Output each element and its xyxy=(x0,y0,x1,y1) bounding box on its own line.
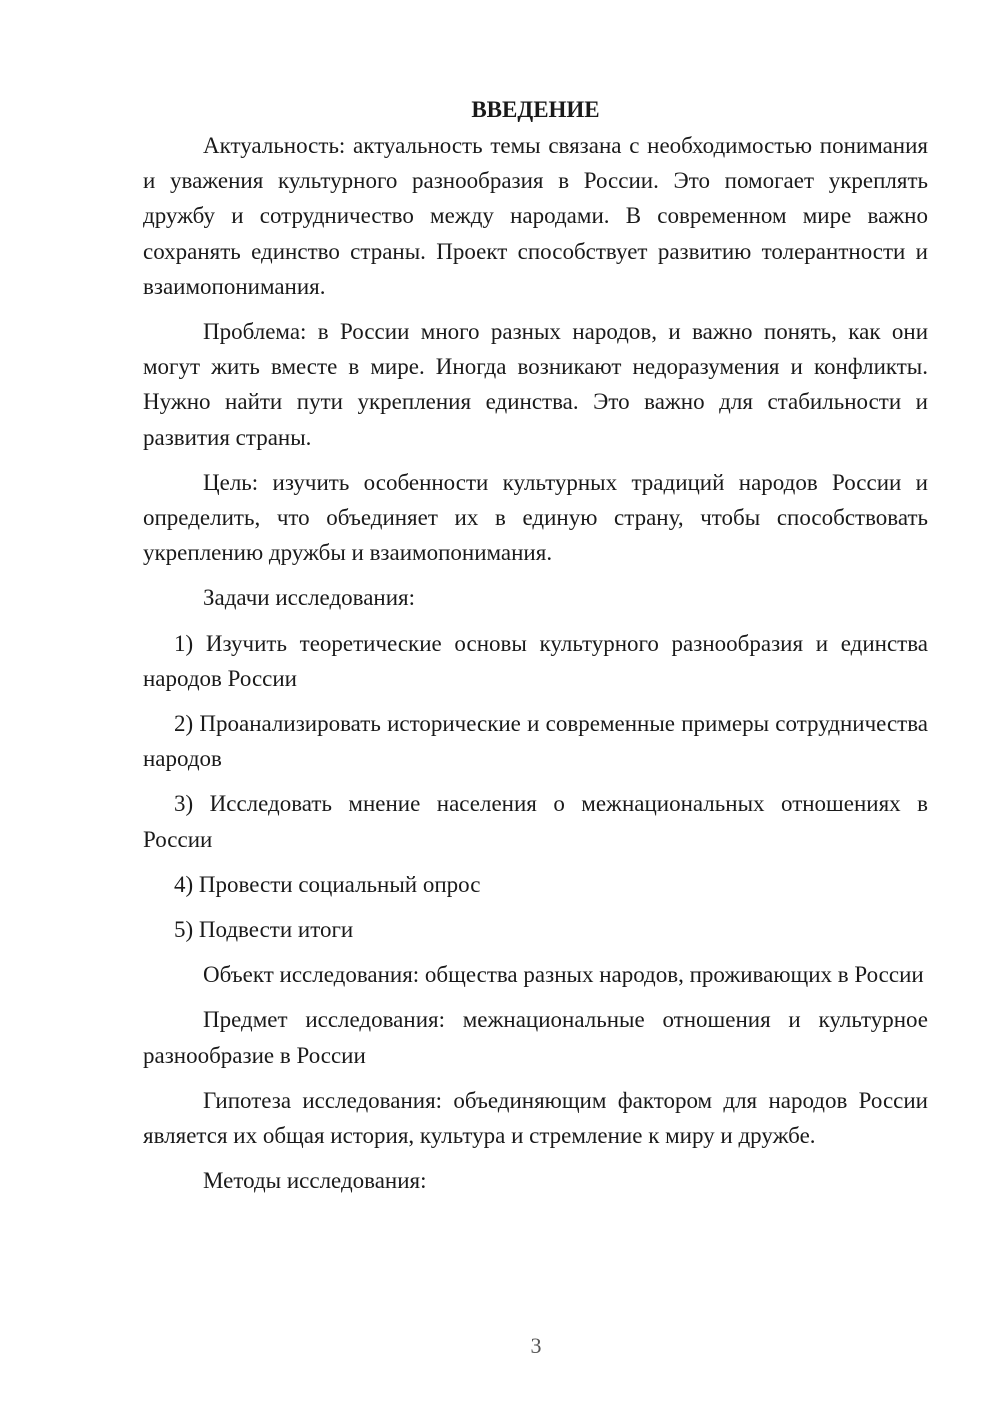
document-page xyxy=(143,92,928,1208)
tasks-list xyxy=(143,626,928,948)
tasks-heading: Задачи исследования: xyxy=(203,585,416,611)
page-title: ВВЕДЕНИЕ xyxy=(471,97,600,122)
paragraph-relevance: Актуальность: актуальность темы связана с необходимостью понимания и уважения культурного разнообразия в России. Это помогает укреплять дружбу и сотрудничество между народами. В современном мире важно сохранять единство страны. Проект способствует развитию толерантности и взаимопонимания. xyxy=(143,133,928,299)
paragraph-problem: Проблема: в России много разных народов, и важно понять, как они могут жить вместе в мире. Иногда возникают недоразумения и конфликты. Нужно найти пути укрепления единства. Это важно для стабильности и развития страны. xyxy=(143,319,928,450)
paragraph-object: Объект исследования: общества разных народов, проживающих в России xyxy=(203,962,924,988)
page-number: 3 xyxy=(530,1333,542,1358)
list-item: 2) Проанализировать исторические и современные примеры сотрудничества народов xyxy=(143,711,928,772)
paragraph-goal: Цель: изучить особенности культурных традиций народов России и определить, что объединяет их в единую страну, чтобы способствовать укреплению дружбы и взаимопонимания. xyxy=(143,469,928,566)
methods-heading: Методы исследования: xyxy=(203,1168,427,1194)
list-item: 4) Провести социальный опрос xyxy=(174,871,481,897)
list-item: 1) Изучить теоретические основы культурного разнообразия и единства народов России xyxy=(143,630,928,691)
paragraph-subject: Предмет исследования: межнациональные отношения и культурное разнообразие в России xyxy=(143,1007,928,1068)
list-item: 3) Исследовать мнение населения о межнациональных отношениях в России xyxy=(143,791,928,852)
list-item: 5) Подвести итоги xyxy=(174,917,354,943)
paragraph-hypothesis: Гипотеза исследования: объединяющим фактором для народов России является их общая история, культура и стремление к миру и дружбе. xyxy=(143,1087,928,1149)
